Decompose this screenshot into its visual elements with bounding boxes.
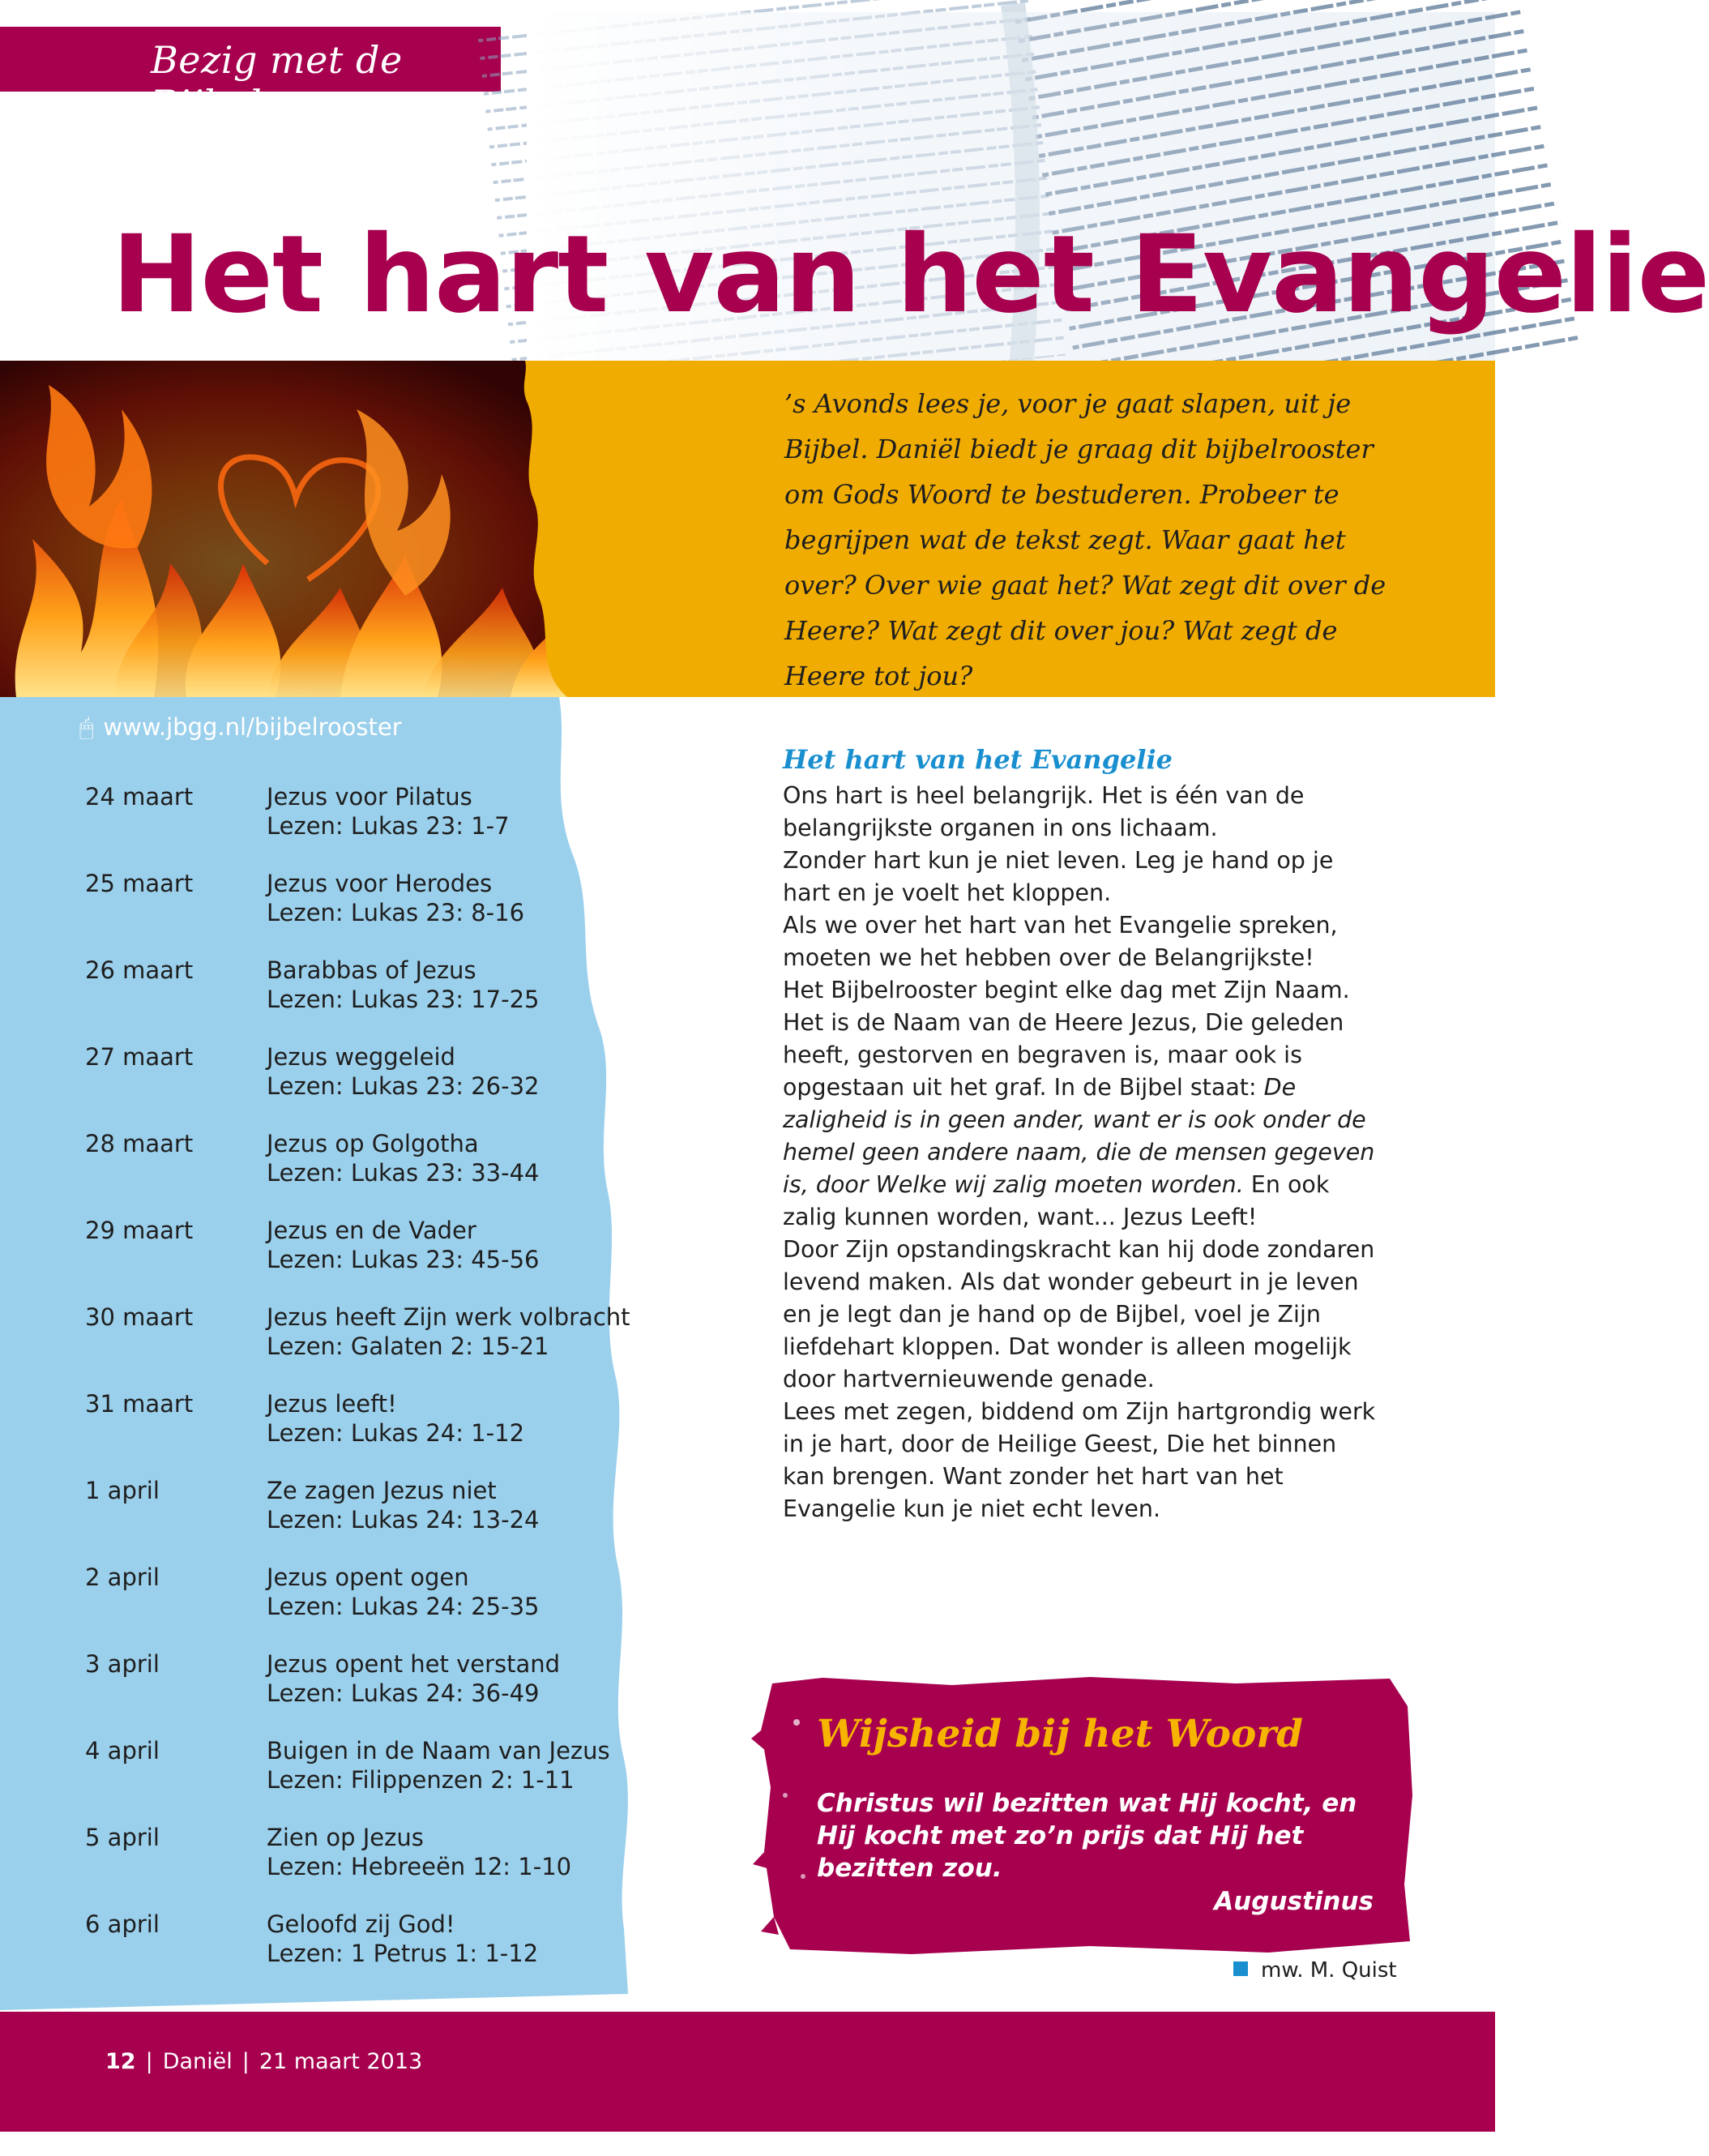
footer-text: 12 | Daniël | 21 maart 2013	[105, 2049, 423, 2074]
schedule-row	[0, 1563, 640, 1649]
schedule-link-text: www.jbgg.nl/bijbelrooster	[103, 713, 402, 741]
schedule-row	[0, 782, 640, 869]
schedule-title: Geloofd zij God!	[267, 1910, 455, 1938]
article-paragraph: Als we over het hart van het Evangelie spreken, moeten we het hebben over de Belangrijkste!	[783, 912, 1338, 971]
schedule-reading: Lezen: Lukas 23: 45-56	[267, 1246, 540, 1273]
schedule-reading: Lezen: Lukas 23: 33-44	[267, 1159, 540, 1187]
schedule-reading: Lezen: Lukas 23: 17-25	[267, 986, 540, 1013]
schedule-title: Jezus opent ogen	[267, 1564, 469, 1591]
schedule-reading: Lezen: Lukas 23: 26-32	[267, 1072, 540, 1100]
schedule-date: 6 april	[85, 1910, 160, 1938]
schedule-date: 2 april	[85, 1564, 160, 1591]
schedule-title: Jezus voor Pilatus	[267, 783, 472, 811]
schedule-reading: Lezen: Hebreeën 12: 1-10	[267, 1853, 572, 1880]
schedule-reading: Lezen: Lukas 24: 13-24	[267, 1506, 540, 1534]
schedule-title: Jezus en de Vader	[267, 1217, 476, 1244]
bible-quote: De zaligheid is in geen ander, want er is ook onder de hemel geen andere naam, die de mensen gegeven is, door Welke wij zalig moeten worden.	[783, 1074, 1375, 1198]
square-bullet-icon	[1233, 1961, 1248, 1976]
article-heading: Het hart van het Evangelie	[783, 744, 1173, 775]
schedule-row	[0, 1129, 640, 1216]
schedule-date: 29 maart	[85, 1217, 194, 1244]
schedule-reading: Lezen: Lukas 23: 1-7	[267, 812, 510, 840]
schedule-reading: Lezen: Galaten 2: 15-21	[267, 1333, 549, 1360]
schedule-row	[0, 1649, 640, 1736]
schedule-link[interactable]	[79, 713, 402, 742]
schedule-reading: Lezen: Filippenzen 2: 1-11	[267, 1766, 575, 1794]
article-paragraph	[783, 974, 1382, 1234]
schedule-date: 28 maart	[85, 1130, 194, 1157]
schedule-title: Jezus weggeleid	[267, 1043, 455, 1071]
schedule-title: Zien op Jezus	[267, 1824, 424, 1851]
schedule-title: Jezus voor Herodes	[267, 870, 493, 897]
schedule-date: 26 maart	[85, 956, 194, 984]
magazine-name: Daniël	[162, 2049, 233, 2074]
schedule-reading: Lezen: Lukas 24: 36-49	[267, 1679, 540, 1707]
schedule-date: 4 april	[85, 1737, 160, 1765]
flame-heart-image	[0, 361, 583, 697]
schedule-title: Ze zagen Jezus niet	[267, 1477, 497, 1504]
section-label	[0, 27, 501, 126]
wisdom-quote: Christus wil bezitten wat Hij kocht, en Hij kocht met zo’n prijs dat Hij het bezitten zou.	[817, 1789, 1357, 1883]
schedule-date: 5 april	[85, 1824, 160, 1851]
schedule-reading: Lezen: 1 Petrus 1: 1-12	[267, 1940, 539, 1967]
wisdom-author: Augustinus	[1214, 1887, 1374, 1916]
schedule-title: Jezus opent het verstand	[267, 1650, 561, 1678]
page-number: 12	[105, 2049, 136, 2074]
schedule-title: Buigen in de Naam van Jezus	[267, 1737, 610, 1765]
schedule-title: Jezus leeft!	[267, 1390, 397, 1418]
schedule-date: 1 april	[85, 1477, 160, 1504]
wisdom-title: Wijsheid bij het Woord	[817, 1712, 1303, 1756]
article-text: En ook zalig kunnen worden, want... Jezus Leeft!	[783, 1171, 1330, 1230]
page-title: Het hart van het Evangelie	[112, 212, 1709, 337]
mouse-cursor-icon: 🖱	[79, 713, 94, 741]
schedule-row	[0, 1216, 640, 1303]
schedule-row	[0, 1476, 640, 1563]
schedule-row	[0, 869, 640, 956]
schedule-title: Barabbas of Jezus	[267, 956, 476, 984]
schedule-reading: Lezen: Lukas 23: 8-16	[267, 899, 525, 926]
schedule-date: 25 maart	[85, 870, 194, 897]
author-credit	[1233, 1958, 1397, 1983]
schedule-row	[0, 1823, 640, 1910]
schedule-date: 3 april	[85, 1650, 160, 1678]
article-paragraph: Ons hart is heel belangrijk. Het is één van de belangrijkste organen in ons lichaam.	[783, 782, 1305, 841]
intro-text: ’s Avonds lees je, voor je gaat slapen, uit je Bijbel. Daniël biedt je graag dit bijbelrooster om Gods Woord te bestuderen. Probeer te begrijpen wat de tekst zegt. Waar gaat het over? Over wie gaat het? Wat zegt dit over de Heere? Wat zegt dit over jou? Wat zegt de Heere tot jou?	[784, 388, 1386, 691]
schedule-row	[0, 1303, 640, 1389]
schedule-date: 31 maart	[85, 1390, 194, 1418]
section-label-text: Bezig met de Bijbel	[151, 38, 403, 126]
schedule-row	[0, 1042, 640, 1129]
article-paragraph: Door Zijn opstandingskracht kan hij dode zondaren levend maken. Als dat wonder gebeurt in je leven en je legt dan je hand op de Bijbel, voel je Zijn liefdehart kloppen. Dat wonder is alleen mogelijk door hartvernieuwende genade.	[783, 1236, 1375, 1392]
issue-date: 21 maart 2013	[258, 2049, 423, 2074]
schedule-row	[0, 956, 640, 1042]
schedule-title: Jezus heeft Zijn werk volbracht	[267, 1303, 630, 1331]
schedule-reading: Lezen: Lukas 24: 1-12	[267, 1419, 525, 1447]
schedule-row	[0, 1910, 640, 1996]
schedule-date: 27 maart	[85, 1043, 194, 1071]
author-name: mw. M. Quist	[1261, 1958, 1397, 1983]
schedule-row	[0, 1389, 640, 1476]
schedule-date: 30 maart	[85, 1303, 194, 1331]
article-paragraph: Lees met zegen, biddend om Zijn hartgrondig werk in je hart, door de Heilige Geest, Die het binnen kan brengen. Want zonder het hart van het Evangelie kun je niet echt leven.	[783, 1398, 1376, 1522]
schedule-row	[0, 1736, 640, 1823]
article-text: Het Bijbelrooster begint elke dag met Zijn Naam. Het is de Naam van de Heere Jezus, Die geleden heeft, gestorven en begraven is, maar ook is opgestaan uit het graf. In de Bijbel staat:	[783, 977, 1350, 1101]
article-body	[783, 780, 1382, 1525]
schedule-title: Jezus op Golgotha	[267, 1130, 479, 1157]
schedule-date: 24 maart	[85, 783, 194, 811]
schedule-reading: Lezen: Lukas 24: 25-35	[267, 1593, 540, 1620]
article-paragraph: Zonder hart kun je niet leven. Leg je hand op je hart en je voelt het kloppen.	[783, 847, 1334, 906]
